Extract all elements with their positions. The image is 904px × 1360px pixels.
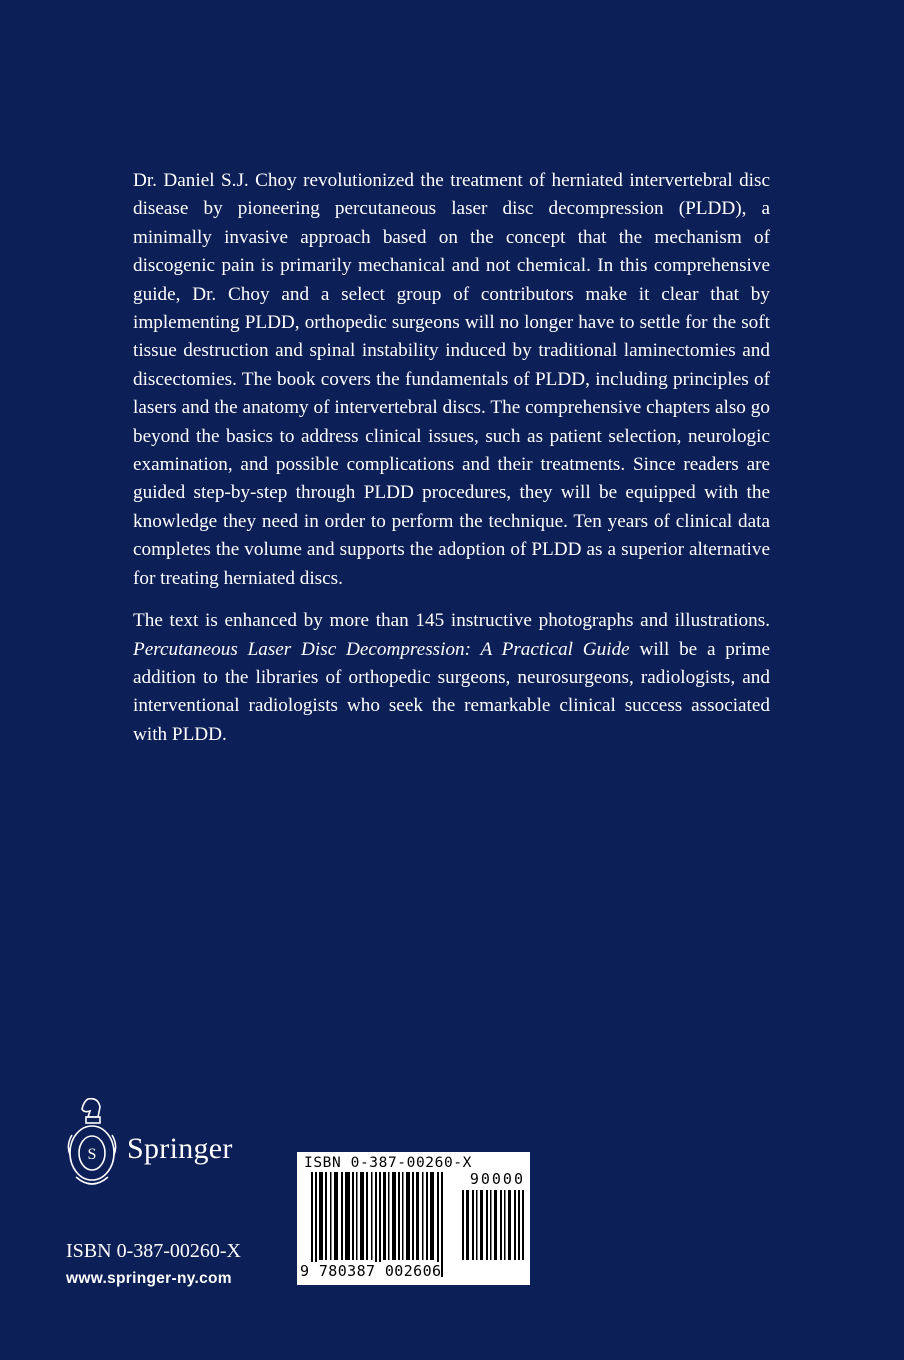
blurb-paragraph-2-end: will be a prime addition to the libraries of orthopedic surgeons, neurosurgeons, radiologists, and interventional radiologists who seek the remarkable clinical success associated with PLDD. — [133, 638, 771, 745]
springer-horse-logo-icon — [62, 1095, 122, 1195]
barcode-isbn-label: ISBN 0-387-00260-X — [304, 1155, 472, 1171]
barcode-addon-bars-icon — [462, 1190, 524, 1260]
publisher-website[interactable]: www.springer-ny.com — [66, 1270, 232, 1287]
barcode-price-code: 90000 — [469, 1170, 525, 1188]
blurb-paragraph-1: Dr. Daniel S.J. Choy revolutionized the treatment of herniated intervertebral disc disease by pioneering percutaneous laser disc decompression (PLDD), a minimally invasive approach based on the concept that the mechanism of discogenic pain is primarily mechanical and not chemical. In this comprehensive guide, Dr. Choy and a select group of contributors make it clear that by implementing PLDD, orthopedic surgeons will no longer have to settle for the soft tissue destruction and spinal instability induced by traditional laminectomies and discectomies. The book covers the fundamentals of PLDD, including principles of lasers and the anatomy of intervertebral discs. The comprehensive chapters also go beyond the basics to address clinical issues, such as patient selection, neurologic examination, and possible complications and their treatments. Since readers are guided step-by-step through PLDD procedures, they will be equipped with the knowledge they need in order to perform the technique. Ten years of clinical data completes the volume and supports the adoption of PLDD as a superior alternative for treating herniated discs. — [133, 170, 770, 589]
svg-text:S: S — [87, 1146, 97, 1163]
blurb-paragraph-2 — [133, 607, 770, 749]
isbn-text: ISBN 0-387-00260-X — [66, 1240, 241, 1262]
blurb-paragraph-2-start: The text is enhanced by more than 145 instructive photographs and illustrations. — [133, 610, 770, 632]
publisher-name: Springer — [127, 1132, 233, 1165]
book-title: Percutaneous Laser Disc Decompression: A Practical Guide — [133, 638, 630, 660]
isbn-barcode — [297, 1152, 530, 1285]
back-cover-blurb — [133, 167, 770, 763]
barcode-ean-digits: 9 780387 002606 — [300, 1262, 442, 1280]
